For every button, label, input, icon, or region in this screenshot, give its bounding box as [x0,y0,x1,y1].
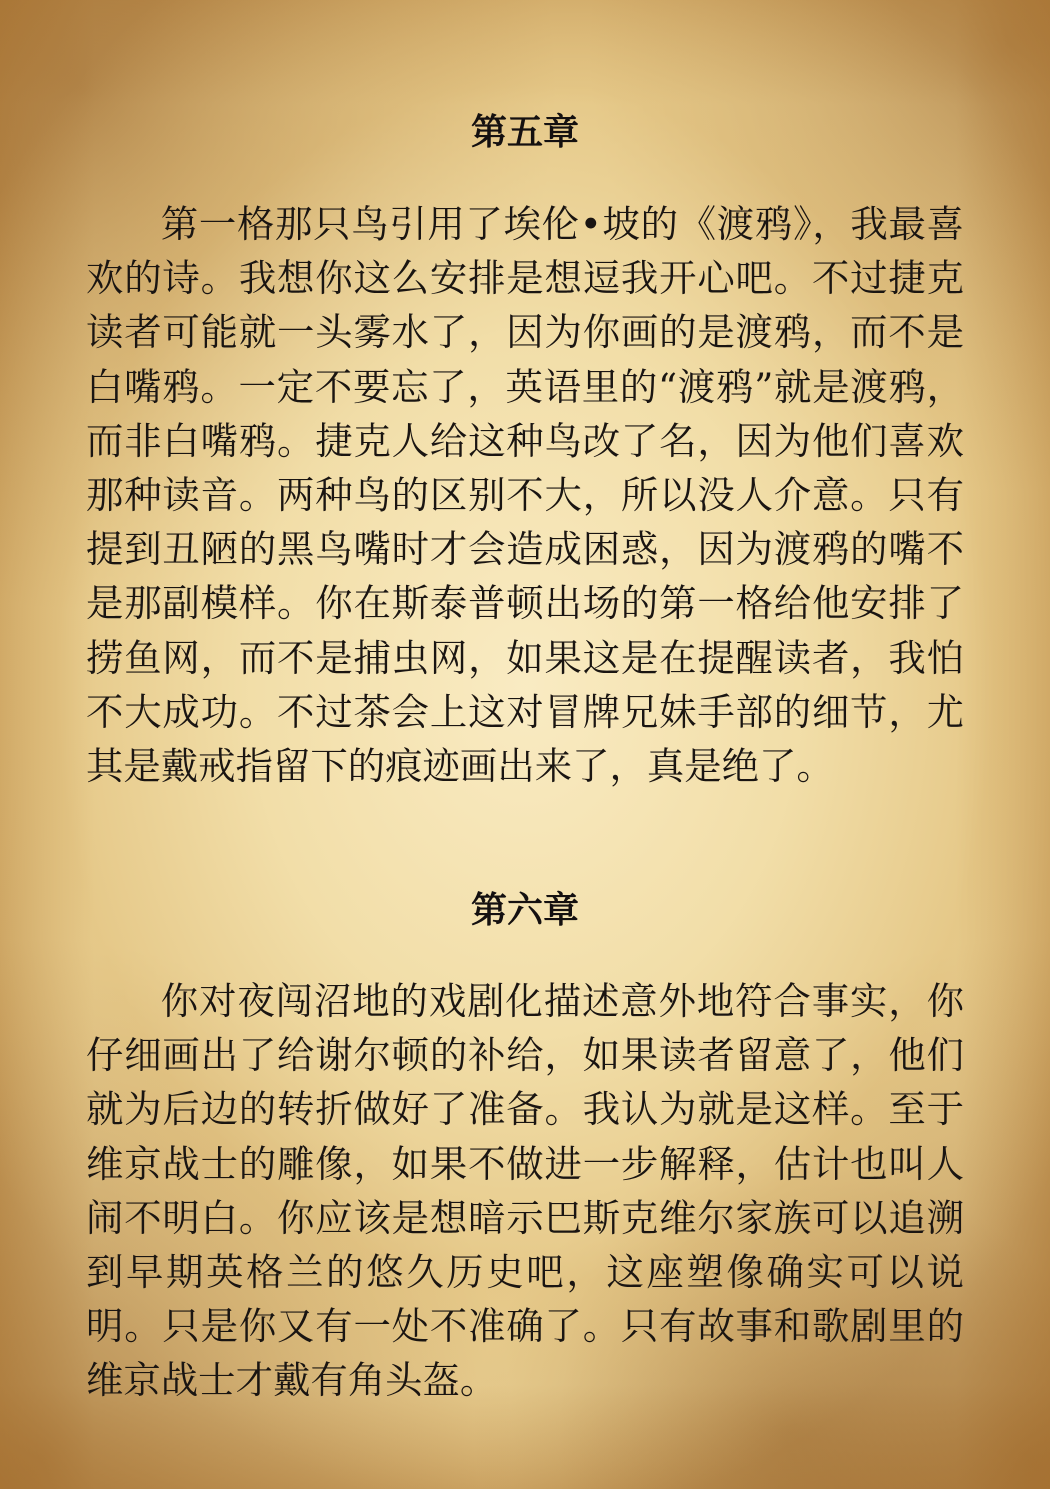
chapter-5-paragraph: 第一格那只鸟引用了埃伦•坡的《渡鸦》，我最喜欢的诗。我想你这么安排是想逗我开心吧。不过捷克读者可能就一头雾水了，因为你画的是渡鸦，而不是白嘴鸦。一定不要忘了，英语里的“渡鸦”就是渡鸦，而非白嘴鸦。捷克人给这种鸟改了名，因为他们喜欢那种读音。两种鸟的区别不大，所以没人介意。只有提到丑陋的黑鸟嘴时才会造成困惑，因为渡鸦的嘴不是那副模样。你在斯泰普顿出场的第一格给他安排了捞鱼网，而不是捕虫网，如果这是在提醒读者，我怕不大成功。不过茶会上这对冒牌兄妹手部的细节，尤其是戴戒指留下的痕迹画出来了，真是绝了。 [86,202,964,789]
chapter-6-title: 第六章 [470,889,579,931]
chapter-6-paragraph: 你对夜闯沼地的戏剧化描述意外地符合事实，你仔细画出了给谢尔顿的补给，如果读者留意了，他们就为后边的转折做好了准备。我认为就是这样。至于维京战士的雕像，如果不做进一步解释，估计也叫人闹不明白。你应该是想暗示巴斯克维尔家族可以追溯到早期英格兰的悠久历史吧，这座塑像确实可以说明。只是你又有一处不准确了。只有故事和歌剧里的维京战士才戴有角头盔。 [86,979,964,1403]
chapter-5-title: 第五章 [470,111,579,153]
